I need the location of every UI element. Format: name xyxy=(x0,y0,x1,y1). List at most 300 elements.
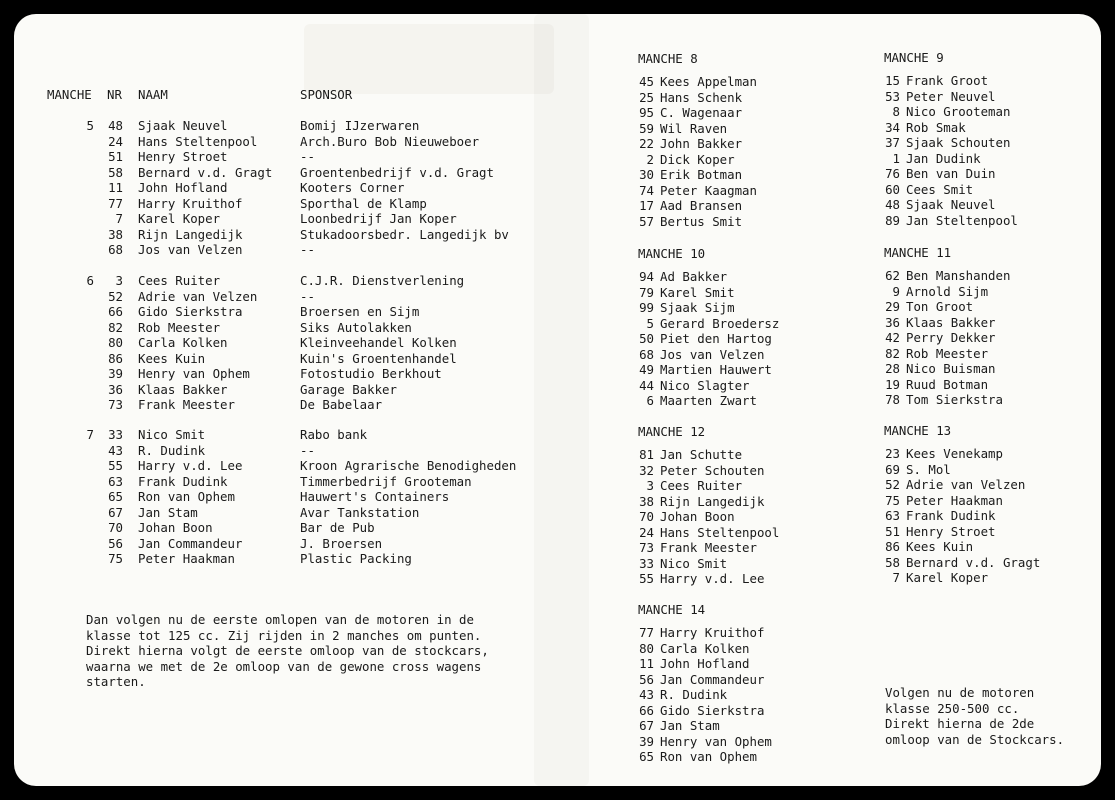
list-item xyxy=(884,446,1084,462)
list-item xyxy=(638,167,838,183)
list-item xyxy=(638,734,838,750)
driver-name: Peter Schouten xyxy=(660,462,765,478)
sponsor-name: -- xyxy=(300,149,315,164)
list-item xyxy=(884,151,1084,167)
driver-number: 39 xyxy=(108,366,123,381)
table-row xyxy=(14,427,574,443)
driver-name: R. Dudink xyxy=(660,687,728,702)
driver-name: R. Dudink xyxy=(138,442,206,458)
driver-number: 80 xyxy=(639,640,654,656)
driver-name: Maarten Zwart xyxy=(660,393,757,408)
table-row xyxy=(14,382,574,398)
driver-name: Gido Sierkstra xyxy=(660,702,765,718)
driver-name: Rijn Langedijk xyxy=(660,493,765,509)
driver-number: 19 xyxy=(885,376,900,392)
driver-name: John Bakker xyxy=(660,136,743,151)
driver-number: 69 xyxy=(885,461,900,477)
manche-group xyxy=(14,118,574,258)
list-item xyxy=(884,462,1084,478)
list-item xyxy=(884,361,1084,377)
driver-name: Klaas Bakker xyxy=(906,314,996,330)
driver-name: Jan Commandeur xyxy=(138,535,243,551)
driver-number: 78 xyxy=(885,392,900,407)
driver-name: Rob Meester xyxy=(906,345,989,361)
driver-name: Adrie van Velzen xyxy=(138,288,258,304)
list-item xyxy=(638,183,838,199)
list-item xyxy=(884,570,1084,586)
manche-title: MANCHE 10 xyxy=(638,246,706,261)
driver-name: Sjaak Neuvel xyxy=(906,197,996,212)
sponsor-name: -- xyxy=(300,242,315,257)
driver-name: Jan Schutte xyxy=(660,447,743,462)
driver-name: Sjaak Schouten xyxy=(906,135,1011,150)
manche-number: 6 xyxy=(86,273,94,288)
table-row xyxy=(14,273,574,289)
list-item xyxy=(884,524,1084,540)
manche-number: 5 xyxy=(86,118,94,133)
manche-group xyxy=(14,427,574,567)
driver-name: Harry Kruithof xyxy=(660,625,765,640)
sponsor-name: -- xyxy=(300,442,315,458)
driver-number: 67 xyxy=(108,504,123,520)
sponsor-name: Arch.Buro Bob Nieuweboer xyxy=(300,133,480,149)
table-row xyxy=(14,196,574,212)
driver-name: Gerard Broedersz xyxy=(660,315,780,331)
driver-name: Peter Haakman xyxy=(138,551,235,566)
sponsor-name: Plastic Packing xyxy=(300,551,412,566)
driver-number: 68 xyxy=(108,242,123,257)
driver-name: Ben van Duin xyxy=(906,166,996,181)
list-item xyxy=(884,477,1084,493)
driver-name: Rijn Langedijk xyxy=(138,226,243,242)
driver-number: 63 xyxy=(108,473,123,489)
driver-name: Harry v.d. Lee xyxy=(660,571,765,586)
list-item xyxy=(638,152,838,168)
list-item xyxy=(884,182,1084,198)
driver-name: Karel Koper xyxy=(138,211,221,226)
driver-number: 45 xyxy=(639,74,654,89)
list-item xyxy=(638,316,838,332)
driver-name: Peter Haakman xyxy=(906,492,1003,508)
driver-name: Karel Smit xyxy=(660,284,735,300)
driver-number: 73 xyxy=(108,397,123,412)
driver-name: Hans Steltenpool xyxy=(660,524,780,540)
driver-number: 50 xyxy=(639,331,654,346)
driver-number: 89 xyxy=(885,212,900,228)
list-item xyxy=(638,214,838,230)
table-row xyxy=(14,351,574,367)
driver-name: Kees Kuin xyxy=(906,539,974,554)
driver-name: Ben Manshanden xyxy=(906,268,1011,283)
driver-number: 68 xyxy=(639,346,654,362)
manche-list xyxy=(638,246,838,409)
manche-list xyxy=(638,424,838,587)
list-item xyxy=(638,571,838,587)
driver-number: 30 xyxy=(639,167,654,182)
sponsor-name: J. Broersen xyxy=(300,535,383,551)
driver-number: 66 xyxy=(108,304,123,319)
driver-number: 44 xyxy=(639,377,654,393)
table-row xyxy=(14,536,574,552)
driver-name: Frank Meester xyxy=(138,397,235,412)
driver-number: 77 xyxy=(108,195,123,211)
driver-name: John Hofland xyxy=(138,180,228,195)
list-item xyxy=(638,672,838,688)
sponsor-name: De Babelaar xyxy=(300,397,383,412)
table-row xyxy=(14,335,574,351)
driver-number: 59 xyxy=(639,120,654,136)
table-row xyxy=(14,520,574,536)
driver-number: 37 xyxy=(885,135,900,150)
table-row xyxy=(14,289,574,305)
driver-number: 73 xyxy=(639,540,654,555)
driver-number: 94 xyxy=(639,269,654,284)
driver-number: 29 xyxy=(885,299,900,314)
left-page-note: Dan volgen nu de eerste omlopen van de motoren in de klasse tot 125 cc. Zij rijden in 2 manches om punten. Direkt hierna volgt de eerste omloop van de stockcars, waarna we met de 2e omloop van de gewone cross wagens starten. xyxy=(86,612,489,689)
list-item xyxy=(638,656,838,672)
driver-number: 11 xyxy=(639,656,654,671)
driver-name: Frank Dudink xyxy=(138,473,228,489)
list-item xyxy=(884,104,1084,120)
driver-name: Johan Boon xyxy=(138,520,213,535)
driver-name: Kees Kuin xyxy=(138,350,206,366)
list-item xyxy=(884,120,1084,136)
driver-number: 74 xyxy=(639,182,654,198)
list-item xyxy=(638,285,838,301)
driver-number: 43 xyxy=(639,687,654,702)
driver-name: Adrie van Velzen xyxy=(906,477,1026,492)
driver-name: John Hofland xyxy=(660,656,750,671)
sponsor-name: Kroon Agrarische Benodigheden xyxy=(300,458,517,473)
driver-name: Wil Raven xyxy=(660,120,728,136)
driver-name: Sjaak Sijm xyxy=(660,300,735,315)
manche-title: MANCHE 12 xyxy=(638,424,706,439)
list-item xyxy=(884,299,1084,315)
sponsor-name: Groentenbedrijf v.d. Gragt xyxy=(300,164,494,180)
driver-number: 43 xyxy=(108,442,123,458)
list-item xyxy=(638,136,838,152)
driver-number: 65 xyxy=(639,749,654,764)
driver-number: 75 xyxy=(108,551,123,566)
list-item xyxy=(638,90,838,106)
list-item xyxy=(638,331,838,347)
list-item xyxy=(638,393,838,409)
driver-name: Cees Smit xyxy=(906,181,974,197)
table-row xyxy=(14,211,574,227)
list-item xyxy=(638,525,838,541)
driver-name: Henry Stroet xyxy=(906,523,996,539)
list-item xyxy=(638,718,838,734)
list-item xyxy=(638,641,838,657)
driver-name: Aad Bransen xyxy=(660,198,743,213)
list-item xyxy=(638,378,838,394)
driver-number: 32 xyxy=(639,462,654,478)
driver-number: 24 xyxy=(639,524,654,540)
driver-number: 55 xyxy=(108,458,123,473)
driver-number: 52 xyxy=(885,477,900,492)
driver-number: 33 xyxy=(639,555,654,571)
driver-number: 5 xyxy=(646,315,654,331)
driver-name: Harry v.d. Lee xyxy=(138,458,243,473)
list-item xyxy=(638,447,838,463)
table-row xyxy=(14,397,574,413)
list-item xyxy=(884,555,1084,571)
manche-list xyxy=(884,245,1084,408)
driver-number: 22 xyxy=(639,136,654,151)
list-item xyxy=(638,749,838,765)
driver-number: 25 xyxy=(639,89,654,105)
sponsor-name: C.J.R. Dienstverlening xyxy=(300,273,465,288)
driver-name: S. Mol xyxy=(906,461,951,477)
driver-number: 38 xyxy=(108,226,123,242)
driver-number: 86 xyxy=(885,539,900,554)
manche-title: MANCHE 11 xyxy=(884,245,952,260)
driver-name: Rob Smak xyxy=(906,119,966,135)
sponsor-name: Kooters Corner xyxy=(300,180,405,195)
driver-number: 99 xyxy=(639,300,654,315)
driver-number: 39 xyxy=(639,733,654,749)
list-item xyxy=(638,121,838,137)
driver-number: 38 xyxy=(639,493,654,509)
list-item xyxy=(884,213,1084,229)
sponsor-name: Kuin's Groentenhandel xyxy=(300,350,457,366)
driver-number: 57 xyxy=(639,213,654,229)
driver-number: 36 xyxy=(108,381,123,397)
list-item xyxy=(884,330,1084,346)
table-row xyxy=(14,227,574,243)
table-row xyxy=(14,304,574,320)
list-item xyxy=(884,539,1084,555)
manche-list xyxy=(638,602,838,765)
header-manche: MANCHE xyxy=(47,87,92,102)
manche-list xyxy=(884,423,1084,586)
driver-number: 55 xyxy=(639,571,654,586)
list-item xyxy=(884,315,1084,331)
driver-number: 11 xyxy=(108,180,123,195)
driver-name: C. Wagenaar xyxy=(660,105,743,120)
driver-name: Erik Botman xyxy=(660,167,743,182)
driver-number: 81 xyxy=(639,447,654,462)
driver-name: Nico Smit xyxy=(660,555,728,571)
list-item xyxy=(638,347,838,363)
driver-name: Karel Koper xyxy=(906,570,989,585)
driver-number: 3 xyxy=(646,478,654,493)
driver-name: Carla Kolken xyxy=(660,640,750,656)
sponsor-name: Hauwert's Containers xyxy=(300,489,450,504)
sponsor-name: Avar Tankstation xyxy=(300,504,420,520)
sponsor-name: Bomij IJzerwaren xyxy=(300,118,420,133)
manche-number: 7 xyxy=(86,427,94,442)
list-item xyxy=(638,509,838,525)
driver-number: 34 xyxy=(885,119,900,135)
table-row xyxy=(14,149,574,165)
list-item xyxy=(638,494,838,510)
driver-name: Gido Sierkstra xyxy=(138,304,243,319)
driver-name: Jan Dudink xyxy=(906,150,981,166)
list-item xyxy=(884,508,1084,524)
driver-number: 86 xyxy=(108,350,123,366)
driver-name: Klaas Bakker xyxy=(138,381,228,397)
driver-name: Peter Kaagman xyxy=(660,182,757,198)
driver-number: 67 xyxy=(639,718,654,733)
driver-number: 60 xyxy=(885,181,900,197)
table-row xyxy=(14,165,574,181)
header-naam: NAAM xyxy=(138,87,168,102)
driver-name: Harry Kruithof xyxy=(138,195,243,211)
list-item xyxy=(884,268,1084,284)
list-item xyxy=(638,362,838,378)
driver-number: 75 xyxy=(885,492,900,508)
driver-name: Ron van Ophem xyxy=(138,489,235,504)
manche-list xyxy=(884,50,1084,228)
manche-list xyxy=(638,51,838,229)
driver-number: 48 xyxy=(108,118,123,133)
driver-number: 53 xyxy=(885,88,900,104)
driver-number: 70 xyxy=(108,520,123,535)
sponsor-name: -- xyxy=(300,288,315,304)
driver-name: Bernard v.d. Gragt xyxy=(906,554,1041,570)
sponsor-name: Stukadoorsbedr. Langedijk bv xyxy=(300,226,509,242)
sponsor-name: Kleinveehandel Kolken xyxy=(300,335,457,350)
driver-name: Hans Steltenpool xyxy=(138,133,258,149)
table-row xyxy=(14,134,574,150)
driver-number: 15 xyxy=(885,73,900,88)
driver-number: 79 xyxy=(639,284,654,300)
table-row xyxy=(14,443,574,459)
driver-number: 9 xyxy=(892,283,900,299)
driver-name: Ad Bakker xyxy=(660,269,728,284)
driver-number: 51 xyxy=(108,149,123,164)
table-row xyxy=(14,180,574,196)
driver-number: 95 xyxy=(639,105,654,120)
driver-name: Nico Buisman xyxy=(906,361,996,376)
list-item xyxy=(638,540,838,556)
driver-number: 28 xyxy=(885,361,900,376)
driver-number: 82 xyxy=(108,319,123,335)
table-row xyxy=(14,118,574,134)
driver-number: 82 xyxy=(885,345,900,361)
driver-name: Perry Dekker xyxy=(906,330,996,345)
table-row xyxy=(14,366,574,382)
sponsor-name: Bar de Pub xyxy=(300,520,375,535)
driver-name: Kees Venekamp xyxy=(906,446,1003,461)
driver-number: 3 xyxy=(115,273,123,288)
driver-number: 56 xyxy=(639,671,654,687)
driver-name: Sjaak Neuvel xyxy=(138,118,228,133)
manche-title: MANCHE 8 xyxy=(638,51,698,66)
driver-name: Martien Hauwert xyxy=(660,362,772,377)
list-item xyxy=(638,687,838,703)
list-item xyxy=(884,284,1084,300)
list-item xyxy=(638,703,838,719)
right-page-note: Volgen nu de motoren klasse 250-500 cc. Direkt hierna de 2de omloop van de Stockcars. xyxy=(885,685,1065,747)
driver-number: 58 xyxy=(885,554,900,570)
sponsor-name: Rabo bank xyxy=(300,427,368,442)
driver-number: 51 xyxy=(885,523,900,539)
list-item xyxy=(638,300,838,316)
list-item xyxy=(638,105,838,121)
driver-number: 77 xyxy=(639,625,654,640)
manche-group xyxy=(14,273,574,413)
list-item xyxy=(638,625,838,641)
manche-title: MANCHE 13 xyxy=(884,423,952,438)
driver-number: 2 xyxy=(646,151,654,167)
sponsor-name: Garage Bakker xyxy=(300,381,397,397)
driver-number: 36 xyxy=(885,314,900,330)
driver-name: Peter Neuvel xyxy=(906,88,996,104)
driver-name: Frank Meester xyxy=(660,540,757,555)
driver-name: Tom Sierkstra xyxy=(906,392,1003,407)
list-item xyxy=(638,463,838,479)
sponsor-name: Sporthal de Klamp xyxy=(300,195,427,211)
driver-name: Cees Ruiter xyxy=(660,478,743,493)
driver-number: 48 xyxy=(885,197,900,212)
driver-name: Jos van Velzen xyxy=(660,346,765,362)
list-item xyxy=(638,74,838,90)
table-row xyxy=(14,320,574,336)
driver-number: 17 xyxy=(639,198,654,213)
driver-name: Frank Dudink xyxy=(906,508,996,523)
list-item xyxy=(638,269,838,285)
driver-number: 1 xyxy=(892,150,900,166)
driver-number: 8 xyxy=(892,104,900,119)
driver-name: Bernard v.d. Gragt xyxy=(138,164,273,180)
sponsor-name: Timmerbedrijf Grooteman xyxy=(300,473,472,489)
list-item xyxy=(638,556,838,572)
driver-name: Jos van Velzen xyxy=(138,242,243,257)
driver-name: Henry van Ophem xyxy=(138,366,250,381)
driver-number: 70 xyxy=(639,509,654,524)
driver-number: 24 xyxy=(108,133,123,149)
driver-name: Ruud Botman xyxy=(906,376,989,392)
list-item xyxy=(884,392,1084,408)
list-item xyxy=(884,89,1084,105)
driver-name: Bertus Smit xyxy=(660,213,743,229)
driver-name: Kees Appelman xyxy=(660,74,757,89)
driver-number: 63 xyxy=(885,508,900,523)
header-sponsor: SPONSOR xyxy=(300,87,353,102)
driver-number: 52 xyxy=(108,288,123,304)
sponsor-name: Siks Autolakken xyxy=(300,319,412,335)
driver-number: 66 xyxy=(639,702,654,718)
driver-number: 6 xyxy=(646,393,654,408)
driver-number: 56 xyxy=(108,535,123,551)
driver-name: Arnold Sijm xyxy=(906,283,989,299)
table-row xyxy=(14,474,574,490)
driver-number: 33 xyxy=(108,427,123,442)
paper-stain xyxy=(304,24,554,94)
driver-name: Johan Boon xyxy=(660,509,735,524)
driver-name: Cees Ruiter xyxy=(138,273,221,288)
manche-title: MANCHE 9 xyxy=(884,50,944,65)
list-item xyxy=(884,166,1084,182)
list-item xyxy=(884,197,1084,213)
driver-number: 76 xyxy=(885,166,900,181)
driver-number: 65 xyxy=(108,489,123,504)
driver-name: Nico Slagter xyxy=(660,377,750,393)
list-item xyxy=(638,478,838,494)
driver-name: Rob Meester xyxy=(138,319,221,335)
driver-name: Henry van Ophem xyxy=(660,733,772,749)
table-row xyxy=(14,458,574,474)
driver-number: 42 xyxy=(885,330,900,345)
driver-name: Hans Schenk xyxy=(660,89,743,105)
table-row xyxy=(14,551,574,567)
driver-name: Henry Stroet xyxy=(138,149,228,164)
list-item xyxy=(884,135,1084,151)
sponsor-name: Broersen en Sijm xyxy=(300,304,420,319)
table-row xyxy=(14,242,574,258)
